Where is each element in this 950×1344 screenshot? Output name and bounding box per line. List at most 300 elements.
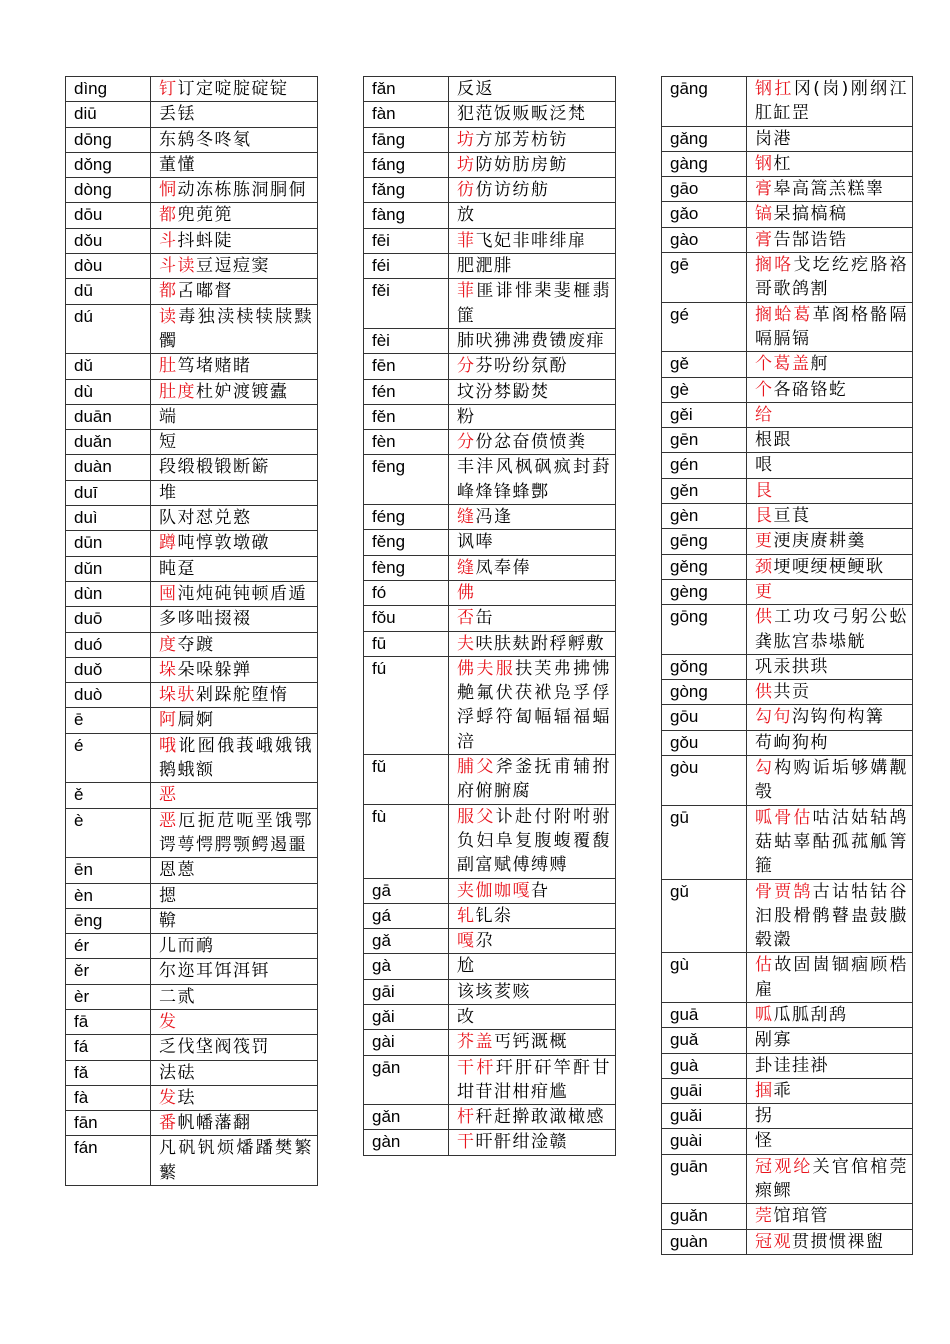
table-row <box>66 254 318 279</box>
characters-cell <box>449 77 616 102</box>
pinyin-cell: gěi <box>662 402 747 427</box>
table-row <box>66 228 318 253</box>
characters-cell <box>747 478 913 503</box>
characters: 放 <box>457 205 476 226</box>
table-row <box>662 453 913 478</box>
polyphonic-characters: 斗 <box>159 230 178 251</box>
characters-cell <box>151 102 318 127</box>
characters-cell <box>151 1009 318 1034</box>
characters: 根跟 <box>755 430 792 451</box>
pinyin-cell: dǒu <box>66 228 151 253</box>
polyphonic-characters: 供 <box>755 682 774 703</box>
characters-cell <box>151 858 318 883</box>
polyphonic-characters: 艮 <box>755 480 774 501</box>
characters-cell <box>449 254 616 279</box>
table-row <box>364 102 616 127</box>
characters-cell <box>449 430 616 455</box>
characters-cell <box>449 631 616 656</box>
characters-cell <box>151 1111 318 1136</box>
characters-cell <box>747 680 913 705</box>
table-row <box>662 1229 913 1254</box>
characters: 儿而鸸 <box>159 936 215 957</box>
characters-cell <box>449 379 616 404</box>
table-row <box>364 954 616 979</box>
characters: 抖蚪陡 <box>177 230 233 251</box>
polyphonic-characters: 镐 <box>755 204 774 225</box>
characters-cell <box>151 354 318 379</box>
characters: 拐 <box>755 1106 774 1127</box>
polyphonic-characters: 番 <box>159 1113 178 1134</box>
characters-cell <box>747 654 913 679</box>
table-row <box>364 555 616 580</box>
table-row <box>66 808 318 858</box>
polyphonic-characters: 恶 <box>159 810 179 831</box>
characters-cell <box>151 379 318 404</box>
pinyin-cell: duō <box>66 607 151 632</box>
characters-cell <box>747 529 913 554</box>
table-row <box>662 1053 913 1078</box>
table-row <box>662 756 913 806</box>
pinyin-cell: dìng <box>66 77 151 102</box>
characters-cell <box>449 1004 616 1029</box>
polyphonic-characters: 恶 <box>159 785 178 806</box>
table-row <box>66 354 318 379</box>
characters: 构购诟垢够媾觏彀 <box>755 758 909 803</box>
pinyin-cell: dū <box>66 279 151 304</box>
table-row <box>364 455 616 505</box>
polyphonic-characters: 颈 <box>755 556 774 577</box>
pinyin-cell: dǔn <box>66 556 151 581</box>
table-row <box>364 755 616 805</box>
characters: 古诂牯钴谷汩股榾鹘瞽蛊鼓臌毂瀔 <box>755 881 909 951</box>
table-row <box>662 1104 913 1129</box>
characters-cell <box>747 1078 913 1103</box>
pinyin-cell: gàng <box>662 151 747 176</box>
characters-cell <box>449 1130 616 1155</box>
table-row <box>66 379 318 404</box>
characters: 沌炖砘钝顿盾遁 <box>177 583 307 604</box>
characters-cell <box>151 556 318 581</box>
characters-cell <box>449 606 616 631</box>
characters-cell <box>151 506 318 531</box>
table-row <box>66 77 318 102</box>
table-row <box>66 1111 318 1136</box>
characters: 多哆咄掇裰 <box>159 609 252 630</box>
table-row <box>364 1130 616 1155</box>
characters-cell <box>747 1053 913 1078</box>
table-row <box>364 903 616 928</box>
characters: 屙婀 <box>177 710 215 731</box>
table-row <box>662 352 913 377</box>
table-row <box>662 605 913 655</box>
pinyin-cell: fǎng <box>364 178 449 203</box>
table-row <box>66 1060 318 1085</box>
polyphonic-characters: 囤 <box>159 583 178 604</box>
table-row <box>66 506 318 531</box>
polyphonic-characters: 肚 <box>159 356 178 377</box>
pinyin-cell: guǎi <box>662 1104 747 1129</box>
characters: 冈(岗)刚纲江肛缸罡 <box>755 79 909 124</box>
characters-cell <box>747 453 913 478</box>
pinyin-cell: guà <box>662 1053 747 1078</box>
polyphonic-characters: 发 <box>159 1011 178 1032</box>
characters: 斧釜抚甫辅拊府俯腑腐 <box>457 757 612 802</box>
pinyin-cell: gē <box>662 253 747 303</box>
polyphonic-characters: 阿 <box>159 710 178 731</box>
characters-cell <box>151 708 318 733</box>
polyphonic-characters: 轧 <box>457 905 476 926</box>
pinyin-cell: fēi <box>364 228 449 253</box>
table-row <box>662 1154 913 1204</box>
pinyin-cell: fān <box>66 1111 151 1136</box>
characters-cell <box>151 254 318 279</box>
characters-cell <box>449 505 616 530</box>
characters-cell <box>747 1129 913 1154</box>
pinyin-cell: gā <box>364 878 449 903</box>
characters: 队对怼兑憝 <box>159 508 252 529</box>
polyphonic-characters: 蹲 <box>159 533 178 554</box>
pinyin-cell: gà <box>364 954 449 979</box>
polyphonic-characters: 佛夫服 <box>457 658 516 679</box>
polyphonic-characters: 缝 <box>457 557 476 578</box>
characters: 巩汞拱珙 <box>755 656 829 677</box>
table-row <box>662 554 913 579</box>
pinyin-cell: fú <box>364 656 449 754</box>
characters-cell <box>151 203 318 228</box>
characters: 舸 <box>810 354 829 375</box>
pinyin-cell: fó <box>364 580 449 605</box>
characters: 端 <box>159 406 178 427</box>
polyphonic-characters: 斗读 <box>159 256 196 277</box>
characters: 动冻栋胨洞胴侗 <box>177 180 307 201</box>
table-row <box>66 279 318 304</box>
pinyin-cell: gǎng <box>662 126 747 151</box>
pinyin-cell: gāi <box>364 979 449 1004</box>
characters-cell <box>449 455 616 505</box>
characters-cell <box>747 302 913 352</box>
characters: 旰骭绀淦赣 <box>475 1132 568 1153</box>
characters: 芬吩纷氛酚 <box>475 356 568 377</box>
polyphonic-characters: 勾句 <box>755 707 792 728</box>
pinyin-cell: ē <box>66 708 151 733</box>
table-row <box>66 984 318 1009</box>
pinyin-cell: gá <box>364 903 449 928</box>
table-row <box>662 253 913 303</box>
pinyin-cell: fán <box>66 1136 151 1186</box>
characters-cell <box>449 530 616 555</box>
table-row <box>662 680 913 705</box>
characters-cell <box>449 1030 616 1055</box>
characters-cell <box>151 152 318 177</box>
polyphonic-characters: 坊 <box>457 129 476 150</box>
pinyin-cell: duàn <box>66 455 151 480</box>
characters-cell <box>747 579 913 604</box>
characters: 哏 <box>755 455 774 476</box>
characters: 讣赴付附咐驸负妇阜复腹蝮覆馥副富赋傅缚赙 <box>457 806 612 876</box>
characters: 豆逗痘窦 <box>196 256 270 277</box>
characters-cell <box>449 203 616 228</box>
polyphonic-characters: 钉 <box>159 79 178 99</box>
table-row <box>364 580 616 605</box>
table-row <box>662 1204 913 1229</box>
pinyin-table-column-2 <box>363 76 616 1156</box>
characters: 乏伐垡阀筏罚 <box>159 1037 270 1058</box>
characters-cell <box>747 1229 913 1254</box>
pinyin-cell: èr <box>66 984 151 1009</box>
characters: 秆赶擀敢澉橄感 <box>475 1107 605 1128</box>
characters: 粉 <box>457 406 476 427</box>
characters-cell <box>151 228 318 253</box>
polyphonic-characters: 个葛盖 <box>755 354 811 375</box>
polyphonic-characters: 供 <box>755 607 775 628</box>
table-row <box>66 733 318 783</box>
pinyin-cell: gèng <box>662 579 747 604</box>
pinyin-cell: guǎ <box>662 1028 747 1053</box>
characters-cell <box>747 730 913 755</box>
table-row <box>662 705 913 730</box>
pinyin-cell: ēn <box>66 858 151 883</box>
polyphonic-characters: 佛 <box>457 582 476 603</box>
characters-cell <box>151 934 318 959</box>
polyphonic-characters: 骨贾鹄 <box>755 881 813 902</box>
polyphonic-characters: 芥盖 <box>457 1032 494 1053</box>
characters: 剐寡 <box>755 1030 792 1051</box>
polyphonic-characters: 给 <box>755 404 774 425</box>
polyphonic-characters: 干杆 <box>457 1057 496 1078</box>
characters: 尬 <box>457 956 476 977</box>
characters-cell <box>747 177 913 202</box>
table-row <box>364 804 616 878</box>
table-row <box>364 127 616 152</box>
characters-cell <box>449 929 616 954</box>
table-row <box>364 929 616 954</box>
pinyin-cell: gǒng <box>662 654 747 679</box>
polyphonic-characters: 勾 <box>755 758 775 779</box>
characters: 旮 <box>531 880 550 901</box>
polyphonic-characters: 搁蛤葛 <box>755 304 813 325</box>
table-row <box>662 377 913 402</box>
characters: 革阁格骼隔嗝膈镉 <box>755 304 909 349</box>
characters-cell <box>747 805 913 879</box>
pinyin-cell: fǎn <box>364 77 449 102</box>
table-row <box>66 430 318 455</box>
characters: 份忿奋偾愤粪 <box>475 432 587 453</box>
table-row <box>662 529 913 554</box>
characters-cell <box>747 377 913 402</box>
pinyin-cell: gòu <box>662 756 747 806</box>
pinyin-cell: gén <box>662 453 747 478</box>
pinyin-cell: dùn <box>66 581 151 606</box>
table-row <box>66 908 318 933</box>
polyphonic-characters: 彷 <box>457 180 476 201</box>
characters: 剁跺舵堕惰 <box>196 685 289 706</box>
polyphonic-characters: 发 <box>159 1087 178 1108</box>
characters-cell <box>151 1060 318 1085</box>
characters: 杠 <box>773 153 792 174</box>
characters: 苟岣狗枸 <box>755 732 829 753</box>
pinyin-cell: gōng <box>662 605 747 655</box>
table-row <box>66 1035 318 1060</box>
characters: 告郜诰锆 <box>773 229 848 250</box>
table-row <box>662 579 913 604</box>
table-row <box>662 428 913 453</box>
characters-cell <box>151 959 318 984</box>
characters: 订定啶腚碇锭 <box>177 79 289 99</box>
polyphonic-characters: 膏 <box>755 229 774 250</box>
characters: 关官倌棺莞瘝鳏 <box>755 1156 909 1202</box>
characters: 玕肝矸竿酐甘坩苷泔柑疳尴 <box>457 1057 612 1102</box>
characters: 杲搞槁稿 <box>773 204 848 225</box>
characters-cell <box>747 504 913 529</box>
polyphonic-characters: 度 <box>159 634 178 655</box>
pinyin-cell: è <box>66 808 151 858</box>
pinyin-cell: gào <box>662 227 747 252</box>
characters-cell <box>151 883 318 908</box>
characters-cell <box>151 430 318 455</box>
characters: 恩蒽 <box>159 860 196 881</box>
pinyin-cell: gāng <box>662 77 747 127</box>
pinyin-cell: dú <box>66 304 151 354</box>
characters: 该垓荄赅 <box>457 981 531 1002</box>
characters: 丢铥 <box>159 104 196 125</box>
characters-cell <box>747 227 913 252</box>
characters-cell <box>151 783 318 808</box>
table-row <box>662 1028 913 1053</box>
table-row <box>66 607 318 632</box>
characters-cell <box>449 878 616 903</box>
polyphonic-characters: 嘎 <box>457 931 476 952</box>
characters-cell <box>747 1002 913 1027</box>
table-row <box>662 504 913 529</box>
pinyin-cell: fǔ <box>364 755 449 805</box>
polyphonic-characters: 哦 <box>159 735 179 756</box>
pinyin-cell: dù <box>66 379 151 404</box>
characters-cell <box>449 656 616 754</box>
pinyin-cell: duì <box>66 506 151 531</box>
polyphonic-characters: 都 <box>159 205 178 226</box>
pinyin-cell: gěn <box>662 478 747 503</box>
table-row <box>66 102 318 127</box>
characters-cell <box>151 404 318 429</box>
characters-cell <box>747 77 913 127</box>
table-row <box>66 404 318 429</box>
pinyin-cell: gàn <box>364 1130 449 1155</box>
table-row <box>662 1078 913 1103</box>
pinyin-cell: dūn <box>66 531 151 556</box>
characters: 摁 <box>159 885 178 906</box>
table-row <box>364 878 616 903</box>
polyphonic-characters: 脯父 <box>457 757 496 778</box>
characters-cell <box>747 202 913 227</box>
characters: 岗港 <box>755 128 792 149</box>
characters: 扶芙弗拂怫艴氟伏茯袱凫孚俘浮蜉符匐幅辐福蝠涪 <box>457 658 612 752</box>
table-row <box>662 402 913 427</box>
pinyin-cell: dòng <box>66 178 151 203</box>
polyphonic-characters: 搁咯 <box>755 255 794 276</box>
table-row <box>66 1136 318 1186</box>
characters-cell <box>151 1136 318 1186</box>
table-row <box>66 632 318 657</box>
pinyin-cell: guāi <box>662 1078 747 1103</box>
table-row <box>364 1004 616 1029</box>
pinyin-cell: èn <box>66 883 151 908</box>
characters-cell <box>449 903 616 928</box>
characters-cell <box>747 402 913 427</box>
table-row <box>66 581 318 606</box>
pinyin-cell: gǎn <box>364 1105 449 1130</box>
polyphonic-characters: 冠观纶 <box>755 1156 813 1177</box>
characters-cell <box>747 879 913 953</box>
table-row <box>662 953 913 1003</box>
table-row <box>662 126 913 151</box>
polyphonic-characters: 杆 <box>457 1107 476 1128</box>
pinyin-cell: fà <box>66 1085 151 1110</box>
table-row <box>364 631 616 656</box>
characters-cell <box>449 979 616 1004</box>
characters-cell <box>449 228 616 253</box>
characters: 埂哽绠梗鲠耿 <box>773 556 885 577</box>
characters-cell <box>449 755 616 805</box>
table-row <box>662 478 913 503</box>
pinyin-cell: duǎn <box>66 430 151 455</box>
polyphonic-characters: 否 <box>457 608 476 629</box>
characters: 沟钩佝构篝 <box>792 707 885 728</box>
pinyin-cell: guān <box>662 1154 747 1204</box>
table-row <box>364 203 616 228</box>
pinyin-cell: gān <box>364 1055 449 1105</box>
characters: 凤奉俸 <box>475 557 531 578</box>
polyphonic-characters: 冠观 <box>755 1231 792 1252</box>
characters-cell <box>747 352 913 377</box>
characters: 堆 <box>159 482 178 503</box>
pinyin-cell: gǎ <box>364 929 449 954</box>
characters-cell <box>747 605 913 655</box>
pinyin-cell: duǒ <box>66 657 151 682</box>
table-row <box>66 934 318 959</box>
polyphonic-characters: 艮 <box>755 506 774 527</box>
polyphonic-characters: 服父 <box>457 806 496 827</box>
characters: 鞥 <box>159 910 178 931</box>
polyphonic-characters: 莞 <box>755 1206 774 1227</box>
characters: 吨惇敦墩礅 <box>177 533 270 554</box>
pinyin-cell: fèng <box>364 555 449 580</box>
characters-cell <box>151 683 318 708</box>
table-row <box>662 302 913 352</box>
polyphonic-characters: 垛 <box>159 659 178 680</box>
polyphonic-characters: 垛驮 <box>159 685 196 706</box>
characters: 反返 <box>457 79 494 99</box>
characters: 夺踱 <box>177 634 215 655</box>
characters-cell <box>449 102 616 127</box>
table-row <box>364 606 616 631</box>
characters-cell <box>151 908 318 933</box>
pinyin-cell: gòng <box>662 680 747 705</box>
table-row <box>66 455 318 480</box>
pinyin-cell: fù <box>364 804 449 878</box>
table-row <box>66 556 318 581</box>
characters: 凡矾钒烦燔蹯樊繁蘩 <box>159 1138 313 1183</box>
characters: 缶 <box>475 608 494 629</box>
polyphonic-characters: 缝 <box>457 507 476 528</box>
table-row <box>662 879 913 953</box>
characters-cell <box>151 632 318 657</box>
characters-cell <box>151 304 318 354</box>
pinyin-table-column-3 <box>661 76 913 1255</box>
characters: 肺吠狒沸费镄废痱 <box>457 330 605 351</box>
characters-cell <box>449 1055 616 1105</box>
characters-cell <box>747 554 913 579</box>
table-row <box>364 656 616 754</box>
